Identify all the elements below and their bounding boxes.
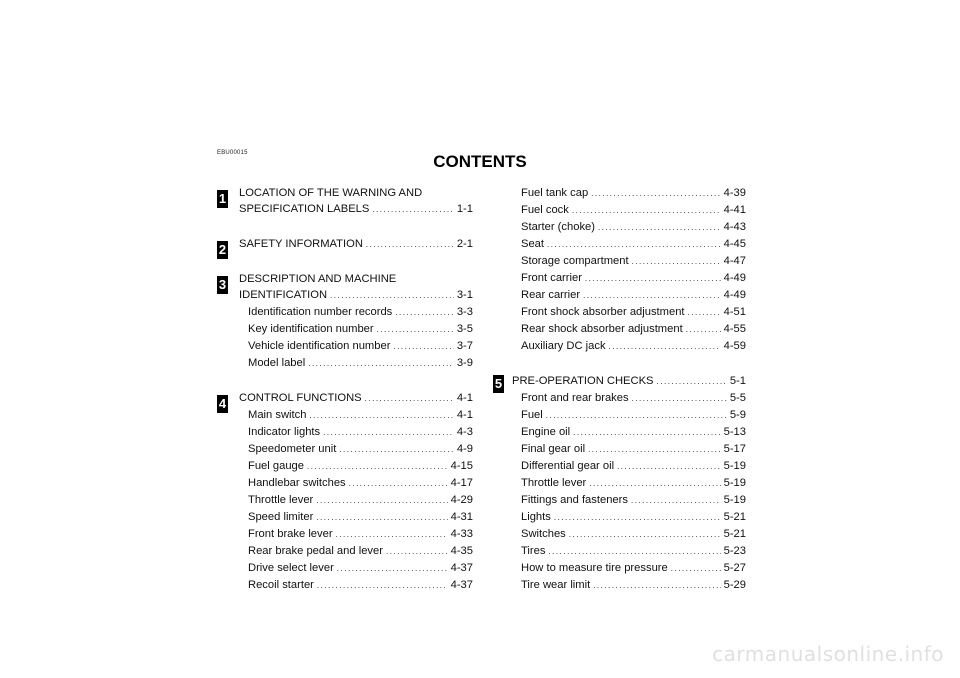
entry-page: 4-37 bbox=[450, 562, 473, 574]
entry-page: 4-45 bbox=[723, 238, 746, 250]
section-tab[interactable]: 4 bbox=[218, 396, 227, 411]
entry-page: 4-3 bbox=[456, 426, 473, 438]
entry-page: 4-33 bbox=[450, 528, 473, 540]
dot-leader bbox=[366, 237, 454, 253]
entry-page: 4-9 bbox=[456, 443, 473, 455]
dot-leader bbox=[585, 271, 721, 287]
toc-right-column bbox=[494, 185, 746, 594]
toc-entry[interactable] bbox=[498, 526, 746, 543]
entry-page: 4-29 bbox=[450, 494, 473, 506]
entry-page: 5-9 bbox=[729, 409, 746, 421]
entry-page: 3-3 bbox=[456, 306, 473, 318]
dot-leader bbox=[688, 305, 721, 321]
dot-leader bbox=[316, 493, 447, 509]
entry-page: 5-5 bbox=[729, 392, 746, 404]
entry-title: SAFETY INFORMATION bbox=[239, 238, 363, 250]
entry-page: 5-29 bbox=[723, 579, 746, 591]
dot-leader bbox=[372, 202, 453, 218]
dot-leader bbox=[617, 459, 721, 475]
entry-title: CONTROL FUNCTIONS bbox=[239, 392, 362, 404]
dot-leader bbox=[554, 510, 721, 526]
entry-title: Lights bbox=[521, 511, 551, 523]
entry-title: Seat bbox=[521, 238, 545, 250]
toc-entry[interactable] bbox=[498, 458, 746, 475]
entry-title: Identification number records bbox=[248, 306, 393, 318]
toc-entry[interactable] bbox=[498, 287, 746, 304]
entry-title: Recoil starter bbox=[248, 579, 314, 591]
entry-page: 3-1 bbox=[456, 289, 473, 301]
dot-leader bbox=[317, 578, 448, 594]
section-heading-entry[interactable] bbox=[498, 373, 746, 390]
dot-leader bbox=[349, 476, 448, 492]
toc-entry[interactable] bbox=[225, 441, 473, 458]
entry-page: 4-47 bbox=[723, 255, 746, 267]
section-tab[interactable]: 1 bbox=[218, 191, 227, 206]
entry-title: Starter (choke) bbox=[521, 221, 595, 233]
toc-entry[interactable] bbox=[498, 185, 746, 202]
entry-page: 5-19 bbox=[723, 477, 746, 489]
dot-leader bbox=[583, 288, 721, 304]
dot-leader bbox=[336, 527, 448, 543]
entry-title: Rear shock absorber adjustment bbox=[521, 323, 683, 335]
dot-leader bbox=[569, 527, 721, 543]
toc-entry[interactable] bbox=[225, 321, 473, 338]
toc-section bbox=[494, 373, 746, 594]
dot-leader bbox=[632, 391, 727, 407]
entry-title: Switches bbox=[521, 528, 566, 540]
toc-entry[interactable] bbox=[225, 577, 473, 594]
entry-title: Rear carrier bbox=[521, 289, 581, 301]
toc-entry[interactable] bbox=[498, 219, 746, 236]
dot-leader bbox=[632, 254, 721, 270]
toc-entry[interactable] bbox=[225, 338, 473, 355]
toc-entry[interactable] bbox=[225, 458, 473, 475]
entry-title: Tire wear limit bbox=[521, 579, 591, 591]
dot-leader bbox=[316, 510, 447, 526]
section-heading-entry[interactable] bbox=[225, 236, 473, 253]
toc-entry[interactable] bbox=[225, 475, 473, 492]
toc-entry[interactable] bbox=[225, 424, 473, 441]
entry-title: Speed limiter bbox=[248, 511, 314, 523]
entry-page: 5-19 bbox=[723, 460, 746, 472]
toc-entry[interactable] bbox=[498, 270, 746, 287]
dot-leader bbox=[323, 425, 454, 441]
toc-entry[interactable] bbox=[498, 253, 746, 270]
entry-title: Tires bbox=[521, 545, 546, 557]
toc-entry[interactable] bbox=[498, 424, 746, 441]
dot-leader bbox=[631, 493, 721, 509]
toc-section bbox=[218, 185, 473, 218]
entry-title: SPECIFICATION LABELS bbox=[239, 203, 370, 215]
entry-title: PRE-OPERATION CHECKS bbox=[512, 375, 654, 387]
entry-title: Speedometer unit bbox=[248, 443, 337, 455]
dot-leader bbox=[308, 356, 454, 372]
toc-left-column bbox=[218, 185, 473, 594]
entry-page: 5-17 bbox=[723, 443, 746, 455]
entry-title: Main switch bbox=[248, 409, 307, 421]
entry-page: 3-5 bbox=[456, 323, 473, 335]
toc-section bbox=[218, 236, 473, 257]
dot-leader bbox=[573, 425, 720, 441]
dot-leader bbox=[393, 339, 453, 355]
entry-title: Drive select lever bbox=[248, 562, 334, 574]
entry-title: Fittings and fasteners bbox=[521, 494, 628, 506]
dot-leader bbox=[307, 459, 448, 475]
entry-title: Engine oil bbox=[521, 426, 571, 438]
dot-leader bbox=[395, 305, 454, 321]
toc-entry[interactable] bbox=[225, 355, 473, 372]
dot-leader bbox=[671, 561, 721, 577]
section-heading-line: DESCRIPTION AND MACHINE bbox=[239, 273, 397, 285]
toc-entry[interactable] bbox=[498, 304, 746, 321]
entry-page: 4-55 bbox=[723, 323, 746, 335]
entry-page: 5-21 bbox=[723, 511, 746, 523]
dot-leader bbox=[330, 288, 454, 304]
section-tab[interactable]: 3 bbox=[218, 277, 227, 292]
dot-leader bbox=[547, 237, 721, 253]
entry-title: Rear brake pedal and lever bbox=[248, 545, 383, 557]
dot-leader bbox=[337, 561, 448, 577]
dot-leader bbox=[365, 391, 454, 407]
entry-title: Final gear oil bbox=[521, 443, 586, 455]
dot-leader bbox=[386, 544, 448, 560]
toc-entry[interactable] bbox=[498, 390, 746, 407]
entry-title: Auxiliary DC jack bbox=[521, 340, 606, 352]
entry-page: 5-13 bbox=[723, 426, 746, 438]
toc-entry[interactable] bbox=[498, 577, 746, 594]
dot-leader bbox=[588, 442, 721, 458]
entry-title: Front carrier bbox=[521, 272, 582, 284]
entry-page: 4-31 bbox=[450, 511, 473, 523]
entry-title: Front and rear brakes bbox=[521, 392, 629, 404]
entry-page: 4-39 bbox=[723, 187, 746, 199]
toc-entry[interactable] bbox=[498, 236, 746, 253]
entry-title: Fuel cock bbox=[521, 204, 569, 216]
entry-title: Model label bbox=[248, 357, 306, 369]
entry-title: Fuel tank cap bbox=[521, 187, 589, 199]
entry-title: Vehicle identification number bbox=[248, 340, 391, 352]
entry-title: IDENTIFICATION bbox=[239, 289, 328, 301]
entry-page: 4-59 bbox=[723, 340, 746, 352]
watermark: carmanualsonline.info bbox=[712, 642, 944, 666]
dot-leader bbox=[686, 322, 721, 338]
section-heading-entry[interactable] bbox=[225, 201, 473, 218]
entry-title: Indicator lights bbox=[248, 426, 321, 438]
entry-page: 4-41 bbox=[723, 204, 746, 216]
toc-entry[interactable] bbox=[498, 492, 746, 509]
toc-entry[interactable] bbox=[498, 543, 746, 560]
toc-entry[interactable] bbox=[225, 509, 473, 526]
toc-entry[interactable] bbox=[225, 543, 473, 560]
entry-page: 5-19 bbox=[723, 494, 746, 506]
entry-page: 5-1 bbox=[729, 375, 746, 387]
toc-entry[interactable] bbox=[225, 304, 473, 321]
entry-page: 4-17 bbox=[450, 477, 473, 489]
entry-page: 4-49 bbox=[723, 289, 746, 301]
toc-section bbox=[218, 271, 473, 372]
dot-leader bbox=[589, 476, 720, 492]
entry-page: 4-43 bbox=[723, 221, 746, 233]
entry-page: 4-1 bbox=[456, 392, 473, 404]
toc-entry[interactable] bbox=[225, 526, 473, 543]
section-heading-line: LOCATION OF THE WARNING AND bbox=[239, 187, 423, 199]
entry-page: 4-1 bbox=[456, 409, 473, 421]
document-code: EBU00015 bbox=[217, 150, 248, 156]
section-heading-entry[interactable] bbox=[225, 390, 473, 407]
dot-leader bbox=[657, 374, 727, 390]
toc-entry[interactable] bbox=[498, 509, 746, 526]
dot-leader bbox=[309, 408, 453, 424]
toc-entry[interactable] bbox=[498, 202, 746, 219]
section-tab[interactable]: 5 bbox=[494, 376, 503, 391]
entry-title: Handlebar switches bbox=[248, 477, 346, 489]
entry-title: Differential gear oil bbox=[521, 460, 615, 472]
dot-leader bbox=[593, 578, 720, 594]
entry-title: Front brake lever bbox=[248, 528, 333, 540]
section-heading-entry[interactable] bbox=[225, 287, 473, 304]
toc-entry[interactable] bbox=[498, 338, 746, 355]
dot-leader bbox=[598, 220, 721, 236]
entry-title: Key identification number bbox=[248, 323, 374, 335]
dot-leader bbox=[548, 544, 720, 560]
entry-title: Throttle lever bbox=[248, 494, 314, 506]
entry-page: 3-9 bbox=[456, 357, 473, 369]
entry-page: 4-37 bbox=[450, 579, 473, 591]
entry-page: 5-21 bbox=[723, 528, 746, 540]
entry-page: 5-23 bbox=[723, 545, 746, 557]
dot-leader bbox=[591, 186, 720, 202]
entry-page: 5-27 bbox=[723, 562, 746, 574]
toc-entry[interactable] bbox=[498, 475, 746, 492]
entry-page: 1-1 bbox=[456, 203, 473, 215]
toc-entry[interactable] bbox=[225, 560, 473, 577]
toc-entry[interactable] bbox=[498, 560, 746, 577]
dot-leader bbox=[572, 203, 721, 219]
entry-title: Fuel gauge bbox=[248, 460, 304, 472]
entry-title: Fuel bbox=[521, 409, 543, 421]
entry-title: Front shock absorber adjustment bbox=[521, 306, 685, 318]
entry-page: 2-1 bbox=[456, 238, 473, 250]
entry-page: 4-15 bbox=[450, 460, 473, 472]
entry-page: 4-51 bbox=[723, 306, 746, 318]
toc-entry[interactable] bbox=[225, 407, 473, 424]
dot-leader bbox=[377, 322, 454, 338]
entry-title: Storage compartment bbox=[521, 255, 629, 267]
toc-entry[interactable] bbox=[498, 407, 746, 424]
toc-section bbox=[218, 390, 473, 594]
dot-leader bbox=[339, 442, 454, 458]
toc-entry[interactable] bbox=[225, 492, 473, 509]
entry-page: 4-35 bbox=[450, 545, 473, 557]
section-tab[interactable]: 2 bbox=[218, 242, 227, 257]
dot-leader bbox=[609, 339, 721, 355]
entry-page: 3-7 bbox=[456, 340, 473, 352]
toc-entry[interactable] bbox=[498, 321, 746, 338]
entry-title: How to measure tire pressure bbox=[521, 562, 668, 574]
page-title: CONTENTS bbox=[433, 152, 527, 171]
entry-title: Throttle lever bbox=[521, 477, 587, 489]
toc-entry[interactable] bbox=[498, 441, 746, 458]
dot-leader bbox=[546, 408, 727, 424]
entry-page: 4-49 bbox=[723, 272, 746, 284]
